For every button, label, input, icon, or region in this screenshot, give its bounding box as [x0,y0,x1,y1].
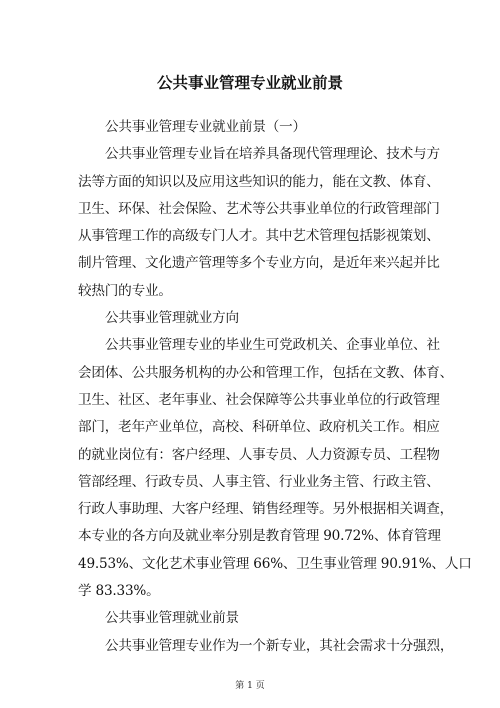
paragraph-line: 的就业岗位有：客户经理、人事专员、人力资源专员、工程物 [78,446,440,463]
paragraph-line: 学 83.33%。 [78,583,160,600]
paragraph-line: 行政人事助理、大客户经理、销售经理等。另外根据相关调查， [78,501,454,518]
page-number: 第 1 页 [235,681,265,691]
section-heading-1: 公共事业管理专业就业前景（一） [105,119,306,135]
paragraph-line: 公共事业管理专业作为一个新专业，其社会需求十分强烈， [105,637,454,654]
paragraph-line: 本专业的各方向及就业率分别是教育管理 90.72%、体育管理 [78,528,441,545]
paragraph-line: 公共事业管理专业旨在培养具备现代管理理论、技术与方 [105,146,440,163]
paragraph-line: 从事管理工作的高级专门人才。其中艺术管理包括影视策划、 [78,228,440,245]
paragraph-line: 制片管理、文化遗产管理等多个专业方向，是近年来兴起并比 [78,255,440,272]
paragraph-line: 卫生、环保、社会保险、艺术等公共事业单位的行政管理部门 [78,200,440,217]
paragraph-line: 部门，老年产业单位，高校、科研单位、政府机关工作。相应 [78,419,440,436]
paragraph-line: 较热门的专业。 [78,282,172,299]
paragraph-line: 公共事业管理专业的毕业生可党政机关、企事业单位、社 [105,337,440,354]
paragraph-line: 管部经理、行政专员、人事主管、行业业务主管、行政主管、 [78,473,440,490]
paragraph-line: 卫生、社区、老年事业、社会保障等公共事业单位的行政管理 [78,391,440,408]
document-body [78,114,472,660]
section-heading-3: 公共事业管理就业前景 [105,610,239,627]
paragraph-line: 会团体、公共服务机构的办公和管理工作，包括在文教、体育、 [78,364,454,381]
section-heading-2: 公共事业管理就业方向 [105,310,239,327]
document-title: 公共事业管理专业就业前景 [156,74,343,92]
paragraph-line: 法等方面的知识以及应用这些知识的能力，能在文教、体育、 [78,173,440,190]
paragraph-line: 49.53%、文化艺术事业管理 66%、卫生事业管理 90.91%、人口 [78,555,472,572]
